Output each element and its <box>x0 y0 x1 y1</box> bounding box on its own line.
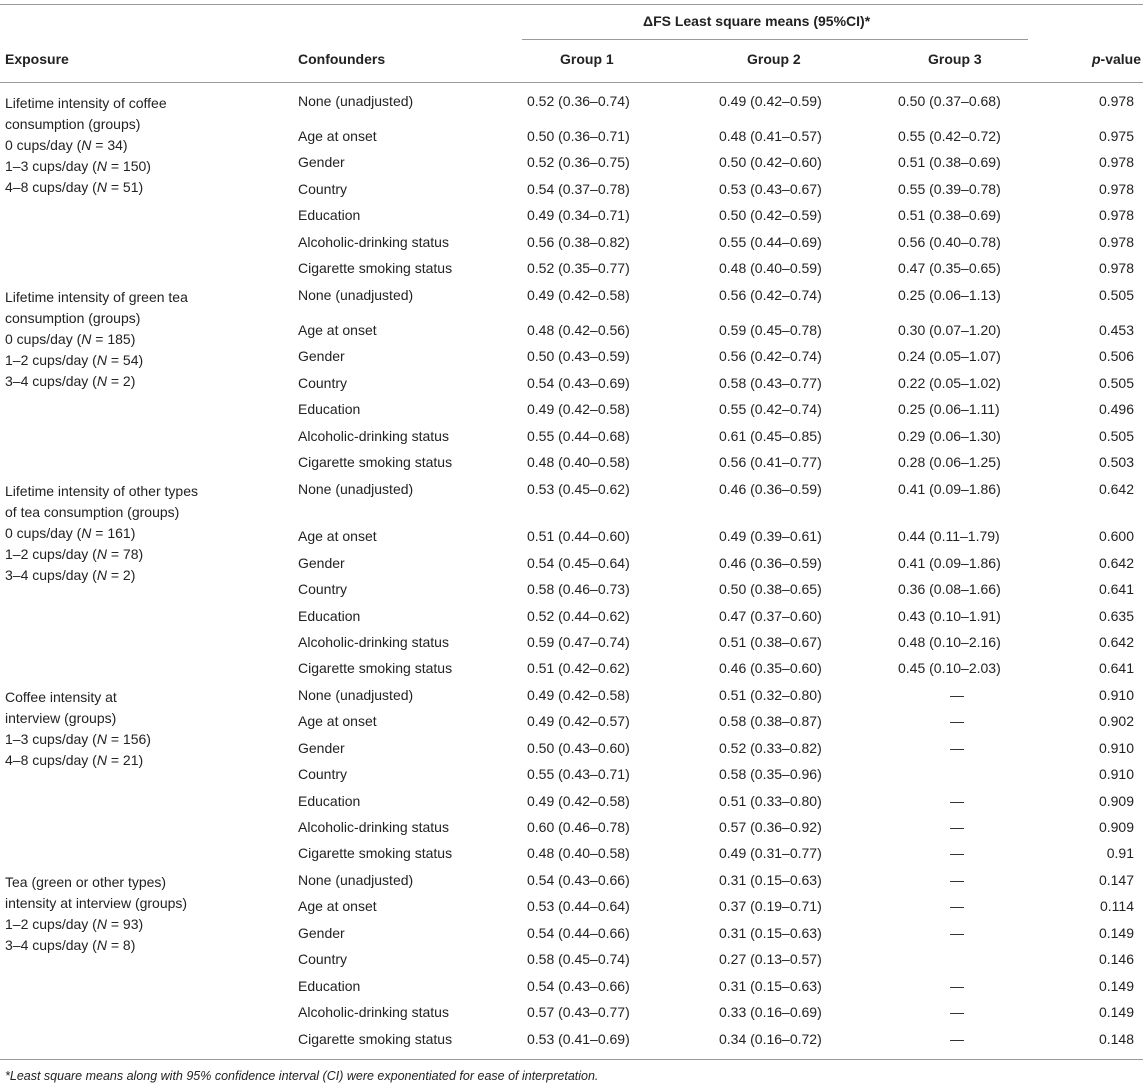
group3-cell: 0.36 (0.08–1.66) <box>898 581 1001 597</box>
pvalue-cell: 0.503 <box>1098 454 1134 470</box>
confounder-cell: Gender <box>298 154 345 170</box>
pvalue-cell: 0.505 <box>1098 287 1134 303</box>
confounder-cell: Gender <box>298 555 345 571</box>
pvalue-suffix: -value <box>1100 51 1141 67</box>
confounder-cell: Education <box>298 401 361 417</box>
group3-cell: 0.22 (0.05–1.02) <box>898 375 1001 391</box>
confounder-cell: Country <box>298 951 348 967</box>
group1-cell: 0.51 (0.44–0.60) <box>527 528 630 544</box>
group2-cell: 0.49 (0.42–0.59) <box>719 93 822 109</box>
group1-cell: 0.49 (0.42–0.58) <box>527 793 630 809</box>
group3-cell: — <box>950 793 964 809</box>
pvalue-cell: 0.910 <box>1098 687 1134 703</box>
exposure-cell <box>5 872 265 956</box>
pvalue-cell: 0.114 <box>1100 898 1134 914</box>
pvalue-cell: 0.641 <box>1098 660 1134 676</box>
exposure-line: 1–2 cups/day (N = 93) <box>5 916 144 932</box>
col-header-pvalue <box>1092 51 1141 67</box>
pvalue-cell: 0.148 <box>1098 1031 1134 1047</box>
confounder-cell: Education <box>298 207 361 223</box>
group1-cell: 0.50 (0.36–0.71) <box>527 128 630 144</box>
pvalue-cell: 0.978 <box>1098 181 1134 197</box>
group3-cell: 0.24 (0.05–1.07) <box>898 348 1001 364</box>
exposure-line: 1–3 cups/day (N = 150) <box>5 158 151 174</box>
group3-cell: — <box>950 872 964 888</box>
group2-cell: 0.37 (0.19–0.71) <box>719 898 822 914</box>
exposure-cell <box>5 687 265 771</box>
pvalue-cell: 0.146 <box>1098 951 1134 967</box>
group1-cell: 0.60 (0.46–0.78) <box>527 819 630 835</box>
group1-cell: 0.50 (0.43–0.60) <box>527 740 630 756</box>
confounder-cell: None (unadjusted) <box>298 93 414 109</box>
group2-cell: 0.51 (0.33–0.80) <box>719 793 822 809</box>
confounder-cell: None (unadjusted) <box>298 481 414 497</box>
col-header-group2: Group 2 <box>747 51 801 67</box>
group2-cell: 0.34 (0.16–0.72) <box>719 1031 822 1047</box>
pvalue-cell: 0.978 <box>1098 154 1134 170</box>
group1-cell: 0.49 (0.42–0.57) <box>527 713 630 729</box>
confounder-cell: Gender <box>298 348 345 364</box>
pvalue-cell: 0.978 <box>1098 234 1134 250</box>
span-header-rule <box>522 39 1028 40</box>
group1-cell: 0.59 (0.47–0.74) <box>527 634 630 650</box>
confounder-cell: Education <box>298 608 361 624</box>
group1-cell: 0.50 (0.43–0.59) <box>527 348 630 364</box>
col-header-group3: Group 3 <box>928 51 982 67</box>
group1-cell: 0.57 (0.43–0.77) <box>527 1004 630 1020</box>
confounder-cell: Education <box>298 978 361 994</box>
group1-cell: 0.49 (0.42–0.58) <box>527 287 630 303</box>
pvalue-cell: 0.909 <box>1098 793 1134 809</box>
group2-cell: 0.56 (0.42–0.74) <box>719 348 822 364</box>
group3-cell: — <box>950 713 964 729</box>
group3-cell: 0.29 (0.06–1.30) <box>898 428 1001 444</box>
confounder-cell: Age at onset <box>298 898 377 914</box>
group2-cell: 0.31 (0.15–0.63) <box>719 978 822 994</box>
table-bottom-rule <box>0 1059 1143 1060</box>
exposure-line: Lifetime intensity of green tea <box>5 289 188 305</box>
group2-cell: 0.51 (0.38–0.67) <box>719 634 822 650</box>
confounder-cell: Cigarette smoking status <box>298 1031 453 1047</box>
group1-cell: 0.55 (0.43–0.71) <box>527 766 630 782</box>
confounder-cell: Cigarette smoking status <box>298 660 453 676</box>
group1-cell: 0.54 (0.43–0.66) <box>527 872 630 888</box>
confounder-cell: Country <box>298 766 348 782</box>
exposure-line: Coffee intensity at <box>5 689 117 705</box>
exposure-line: 3–4 cups/day (N = 8) <box>5 937 136 953</box>
confounder-cell: Cigarette smoking status <box>298 845 453 861</box>
pvalue-cell: 0.902 <box>1098 713 1134 729</box>
confounder-cell: Alcoholic-drinking status <box>298 634 449 650</box>
group1-cell: 0.54 (0.44–0.66) <box>527 925 630 941</box>
pvalue-cell: 0.91 <box>1106 845 1134 861</box>
group1-cell: 0.53 (0.41–0.69) <box>527 1031 630 1047</box>
group2-cell: 0.61 (0.45–0.85) <box>719 428 822 444</box>
confounder-cell: Country <box>298 181 348 197</box>
group3-cell: — <box>950 1031 964 1047</box>
group2-cell: 0.56 (0.41–0.77) <box>719 454 822 470</box>
pvalue-cell: 0.453 <box>1098 322 1134 338</box>
group3-cell: 0.51 (0.38–0.69) <box>898 207 1001 223</box>
group3-cell: — <box>950 687 964 703</box>
exposure-line: 4–8 cups/day (N = 21) <box>5 752 144 768</box>
group2-cell: 0.59 (0.45–0.78) <box>719 322 822 338</box>
col-header-exposure: Exposure <box>5 51 69 67</box>
confounder-cell: Age at onset <box>298 713 377 729</box>
group3-cell: — <box>950 1004 964 1020</box>
pvalue-cell: 0.978 <box>1098 207 1134 223</box>
group2-cell: 0.47 (0.37–0.60) <box>719 608 822 624</box>
group1-cell: 0.54 (0.43–0.69) <box>527 375 630 391</box>
pvalue-cell: 0.909 <box>1098 819 1134 835</box>
confounder-cell: Country <box>298 581 348 597</box>
pvalue-cell: 0.641 <box>1098 581 1134 597</box>
group3-cell: 0.25 (0.06–1.13) <box>898 287 1001 303</box>
header-bottom-rule <box>0 82 1143 83</box>
group2-cell: 0.31 (0.15–0.63) <box>719 872 822 888</box>
group2-cell: 0.48 (0.40–0.59) <box>719 260 822 276</box>
exposure-line: 1–2 cups/day (N = 78) <box>5 546 144 562</box>
group3-cell: 0.50 (0.37–0.68) <box>898 93 1001 109</box>
pvalue-cell: 0.147 <box>1098 872 1134 888</box>
group3-cell: — <box>950 819 964 835</box>
pvalue-cell: 0.149 <box>1098 925 1134 941</box>
group1-cell: 0.48 (0.40–0.58) <box>527 845 630 861</box>
pvalue-cell: 0.149 <box>1098 1004 1134 1020</box>
pvalue-cell: 0.149 <box>1098 978 1134 994</box>
group2-cell: 0.49 (0.31–0.77) <box>719 845 822 861</box>
group1-cell: 0.48 (0.40–0.58) <box>527 454 630 470</box>
group2-cell: 0.33 (0.16–0.69) <box>719 1004 822 1020</box>
group2-cell: 0.56 (0.42–0.74) <box>719 287 822 303</box>
group3-cell: 0.48 (0.10–2.16) <box>898 634 1001 650</box>
col-header-group1: Group 1 <box>560 51 614 67</box>
group3-cell: 0.55 (0.39–0.78) <box>898 181 1001 197</box>
pvalue-cell: 0.910 <box>1098 766 1134 782</box>
group3-cell: — <box>950 845 964 861</box>
confounder-cell: Gender <box>298 925 345 941</box>
pvalue-cell: 0.635 <box>1098 608 1134 624</box>
exposure-line: 0 cups/day (N = 161) <box>5 525 136 541</box>
group3-cell: 0.44 (0.11–1.79) <box>898 528 1000 544</box>
group2-cell: 0.57 (0.36–0.92) <box>719 819 822 835</box>
group1-cell: 0.54 (0.37–0.78) <box>527 181 630 197</box>
group3-cell: 0.41 (0.09–1.86) <box>898 555 1001 571</box>
confounder-cell: Age at onset <box>298 128 377 144</box>
exposure-line: 3–4 cups/day (N = 2) <box>5 567 136 583</box>
pvalue-cell: 0.978 <box>1098 93 1134 109</box>
group2-cell: 0.58 (0.43–0.77) <box>719 375 822 391</box>
confounder-cell: Age at onset <box>298 528 377 544</box>
exposure-cell <box>5 93 265 198</box>
exposure-line: intensity at interview (groups) <box>5 895 188 911</box>
exposure-line: 3–4 cups/day (N = 2) <box>5 373 136 389</box>
group2-cell: 0.46 (0.36–0.59) <box>719 555 822 571</box>
group2-cell: 0.48 (0.41–0.57) <box>719 128 822 144</box>
exposure-line: Lifetime intensity of other types <box>5 483 198 499</box>
group1-cell: 0.56 (0.38–0.82) <box>527 234 630 250</box>
pvalue-cell: 0.600 <box>1098 528 1134 544</box>
confounder-cell: Gender <box>298 740 345 756</box>
table-footnote: *Least square means along with 95% confidence interval (CI) were exponentiated for ease of interpretation. <box>5 1069 599 1083</box>
pvalue-cell: 0.496 <box>1098 401 1134 417</box>
exposure-line: 4–8 cups/day (N = 51) <box>5 179 144 195</box>
pvalue-cell: 0.505 <box>1098 375 1134 391</box>
group3-cell: — <box>950 978 964 994</box>
group1-cell: 0.49 (0.42–0.58) <box>527 687 630 703</box>
group1-cell: 0.48 (0.42–0.56) <box>527 322 630 338</box>
group2-cell: 0.27 (0.13–0.57) <box>719 951 822 967</box>
group3-cell: 0.47 (0.35–0.65) <box>898 260 1001 276</box>
group3-cell: 0.51 (0.38–0.69) <box>898 154 1001 170</box>
group2-cell: 0.46 (0.36–0.59) <box>719 481 822 497</box>
pvalue-italic-p: p <box>1091 51 1101 67</box>
pvalue-cell: 0.642 <box>1098 555 1134 571</box>
exposure-line: consumption (groups) <box>5 116 141 132</box>
group1-cell: 0.55 (0.44–0.68) <box>527 428 630 444</box>
group1-cell: 0.52 (0.44–0.62) <box>527 608 630 624</box>
group1-cell: 0.49 (0.34–0.71) <box>527 207 630 223</box>
group3-cell: — <box>950 898 964 914</box>
confounder-cell: Age at onset <box>298 322 377 338</box>
group3-cell: — <box>950 740 964 756</box>
group2-cell: 0.52 (0.33–0.82) <box>719 740 822 756</box>
pvalue-cell: 0.978 <box>1098 260 1134 276</box>
exposure-line: of tea consumption (groups) <box>5 504 180 520</box>
col-header-confounders: Confounders <box>298 51 386 67</box>
group1-cell: 0.58 (0.46–0.73) <box>527 581 630 597</box>
exposure-cell <box>5 287 265 392</box>
group1-cell: 0.53 (0.45–0.62) <box>527 481 630 497</box>
exposure-line: consumption (groups) <box>5 310 141 326</box>
table-top-rule <box>0 4 1143 5</box>
confounder-cell: None (unadjusted) <box>298 687 414 703</box>
confounder-cell: Education <box>298 793 361 809</box>
exposure-line: 1–3 cups/day (N = 156) <box>5 731 151 747</box>
group2-cell: 0.55 (0.44–0.69) <box>719 234 822 250</box>
pvalue-cell: 0.505 <box>1098 428 1134 444</box>
exposure-line: Lifetime intensity of coffee <box>5 95 167 111</box>
group1-cell: 0.52 (0.36–0.75) <box>527 154 630 170</box>
exposure-cell <box>5 481 265 586</box>
confounder-cell: None (unadjusted) <box>298 287 414 303</box>
pvalue-cell: 0.642 <box>1098 481 1134 497</box>
confounder-cell: Alcoholic-drinking status <box>298 234 449 250</box>
group3-cell: 0.56 (0.40–0.78) <box>898 234 1001 250</box>
group3-cell: 0.25 (0.06–1.11) <box>898 401 1000 417</box>
confounder-cell: Alcoholic-drinking status <box>298 1004 449 1020</box>
pvalue-cell: 0.975 <box>1098 128 1134 144</box>
confounder-cell: Cigarette smoking status <box>298 454 453 470</box>
confounder-cell: Country <box>298 375 348 391</box>
group2-cell: 0.46 (0.35–0.60) <box>719 660 822 676</box>
group2-cell: 0.50 (0.42–0.60) <box>719 154 822 170</box>
confounder-cell: Cigarette smoking status <box>298 260 453 276</box>
group2-cell: 0.53 (0.43–0.67) <box>719 181 822 197</box>
group1-cell: 0.53 (0.44–0.64) <box>527 898 630 914</box>
group2-cell: 0.55 (0.42–0.74) <box>719 401 822 417</box>
group3-cell: 0.43 (0.10–1.91) <box>898 608 1001 624</box>
exposure-line: interview (groups) <box>5 710 117 726</box>
group3-cell: 0.41 (0.09–1.86) <box>898 481 1001 497</box>
confounder-cell: Alcoholic-drinking status <box>298 428 449 444</box>
group2-cell: 0.31 (0.15–0.63) <box>719 925 822 941</box>
group2-cell: 0.49 (0.39–0.61) <box>719 528 822 544</box>
group1-cell: 0.54 (0.43–0.66) <box>527 978 630 994</box>
exposure-line: 1–2 cups/day (N = 54) <box>5 352 144 368</box>
exposure-line: Tea (green or other types) <box>5 874 167 890</box>
group1-cell: 0.52 (0.36–0.74) <box>527 93 630 109</box>
group3-cell: 0.30 (0.07–1.20) <box>898 322 1001 338</box>
group3-cell: 0.55 (0.42–0.72) <box>898 128 1001 144</box>
confounder-cell: None (unadjusted) <box>298 872 414 888</box>
group2-cell: 0.58 (0.38–0.87) <box>719 713 822 729</box>
group3-cell: — <box>950 925 964 941</box>
group1-cell: 0.58 (0.45–0.74) <box>527 951 630 967</box>
lsm-span-header: ΔFS Least square means (95%CI)* <box>643 13 871 29</box>
group2-cell: 0.58 (0.35–0.96) <box>719 766 822 782</box>
group1-cell: 0.54 (0.45–0.64) <box>527 555 630 571</box>
group2-cell: 0.50 (0.42–0.59) <box>719 207 822 223</box>
group3-cell: 0.45 (0.10–2.03) <box>898 660 1001 676</box>
group1-cell: 0.49 (0.42–0.58) <box>527 401 630 417</box>
group3-cell: 0.28 (0.06–1.25) <box>898 454 1001 470</box>
confounder-cell: Alcoholic-drinking status <box>298 819 449 835</box>
exposure-line: 0 cups/day (N = 34) <box>5 137 128 153</box>
pvalue-cell: 0.642 <box>1098 634 1134 650</box>
exposure-line: 0 cups/day (N = 185) <box>5 331 136 347</box>
group2-cell: 0.51 (0.32–0.80) <box>719 687 822 703</box>
group1-cell: 0.52 (0.35–0.77) <box>527 260 630 276</box>
group2-cell: 0.50 (0.38–0.65) <box>719 581 822 597</box>
group1-cell: 0.51 (0.42–0.62) <box>527 660 630 676</box>
pvalue-cell: 0.506 <box>1098 348 1134 364</box>
pvalue-cell: 0.910 <box>1098 740 1134 756</box>
